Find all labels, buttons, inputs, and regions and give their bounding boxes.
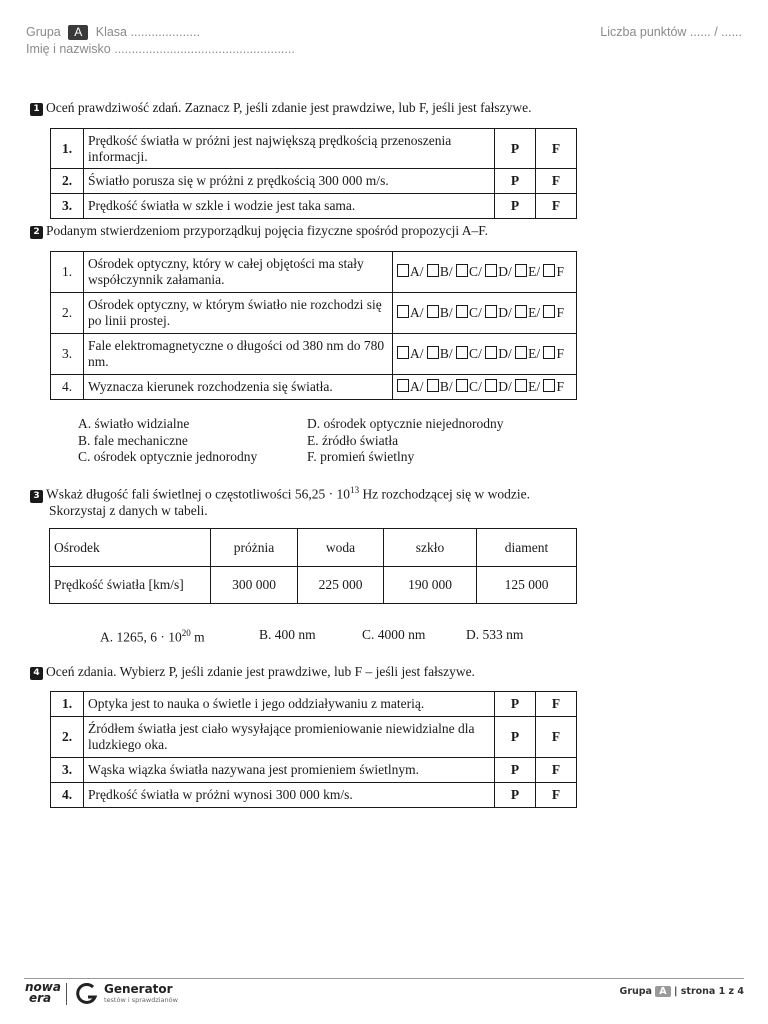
q1-table: [50, 128, 577, 219]
choice-letter: B: [439, 264, 449, 279]
choice-letter: E: [528, 379, 537, 394]
choice-letter: F: [556, 346, 564, 361]
choice-cell[interactable]: A/ B/ C/ D/ E/ F: [393, 375, 577, 400]
q3-title: 3 Wskaż długość fali świetlnej o częstotliwości $56,25 \cdot 10^{13}$ Hz rozchodzącej się w wodzie. Skorzystaj z danych w tabeli.: [30, 482, 530, 519]
generator-title: Generator: [104, 982, 173, 996]
checkbox-c[interactable]: [456, 305, 468, 318]
choice-letter: E: [528, 346, 537, 361]
q4-number: 4: [30, 667, 43, 680]
class-field: Klasa ....................: [95, 25, 200, 39]
f-cell[interactable]: F: [536, 717, 577, 758]
checkbox-a[interactable]: [397, 346, 409, 359]
checkbox-a[interactable]: [397, 379, 409, 392]
table-row: 2. Źródłem światła jest ciało wysyłające promieniowanie niewidzialne dla ludzkiego oka. P F: [51, 717, 577, 758]
choice-letter: D: [498, 264, 508, 279]
p-cell[interactable]: P: [495, 169, 536, 194]
checkbox-f[interactable]: [543, 264, 555, 277]
generator-subtitle: testów i sprawdzianów: [104, 996, 178, 1004]
choice-letter: C: [469, 305, 479, 320]
q3-answer-a[interactable]: A. 1265, $6 \cdot 10^{20}$ m: [100, 628, 205, 645]
p-cell[interactable]: P: [495, 129, 536, 169]
checkbox-b[interactable]: [427, 305, 439, 318]
choice-letter: E: [528, 305, 537, 320]
logo-divider: [66, 983, 67, 1005]
q2-options-right: D. ośrodek optycznie niejednorodny E. źródło światła F. promień świetlny: [307, 416, 504, 464]
table-row: Prędkość światła [km/s] 300 000 225 000 190 000 125 000: [50, 567, 577, 604]
choice-letter: D: [498, 305, 508, 320]
choice-letter: B: [439, 346, 449, 361]
table-row: 3. Fale elektromagnetyczne o długości od 380 nm do 780 nm. A/ B/ C/ D/ E/ F: [51, 334, 577, 375]
q3-answer-b[interactable]: B. 400 nm: [259, 627, 316, 642]
q2-table: [50, 251, 577, 400]
table-row: 1. Ośrodek optyczny, który w całej objętości ma stały współczynnik załamania. A/ B/ C/ D/ E/ F: [51, 252, 577, 293]
table-row: 1. Optyka jest to nauka o świetle i jego oddziaływaniu z materią. P F: [51, 692, 577, 717]
choice-letter: B: [439, 379, 449, 394]
generator-icon: [75, 982, 101, 1006]
p-cell[interactable]: P: [495, 758, 536, 783]
q3-answer-c[interactable]: C. 4000 nm: [362, 627, 426, 642]
q2-number: 2: [30, 226, 43, 239]
choice-letter: B: [439, 305, 449, 320]
checkbox-e[interactable]: [515, 379, 527, 392]
checkbox-d[interactable]: [485, 305, 497, 318]
checkbox-b[interactable]: [427, 379, 439, 392]
footer-group-badge: A: [655, 986, 670, 997]
choice-letter: F: [556, 305, 564, 320]
choice-letter: D: [498, 379, 508, 394]
f-cell[interactable]: F: [536, 692, 577, 717]
table-row: 2. Światło porusza się w próżni z prędkością 300 000 m/s. P F: [51, 169, 577, 194]
choice-letter: A: [410, 264, 420, 279]
checkbox-d[interactable]: [485, 346, 497, 359]
p-cell[interactable]: P: [495, 783, 536, 808]
p-cell[interactable]: P: [495, 692, 536, 717]
generator-logo: [75, 982, 101, 1010]
q3-number: 3: [30, 490, 43, 503]
q4-title: 4 Oceń zdania. Wybierz P, jeśli zdanie jest prawdziwe, lub F – jeśli jest fałszywe.: [30, 664, 475, 680]
name-field: Imię i nazwisko ....................................................: [26, 42, 295, 56]
choice-letter: F: [556, 379, 564, 394]
q3-answer-d[interactable]: D. 533 nm: [466, 627, 524, 642]
q2-title: 2 Podanym stwierdzeniom przyporządkuj pojęcia fizyczne spośród propozycji A–F.: [30, 223, 488, 239]
table-row: 4. Prędkość światła w próżni wynosi 300 000 km/s. P F: [51, 783, 577, 808]
table-row: 2. Ośrodek optyczny, w którym światło nie rozchodzi się po linii prostej. A/ B/ C/ D/ E/ F: [51, 293, 577, 334]
group-label: Grupa: [26, 25, 61, 39]
choice-letter: A: [410, 346, 420, 361]
q2-options-left: A. światło widzialne B. fale mechaniczne C. ośrodek optycznie jednorodny: [78, 416, 258, 464]
choice-cell[interactable]: A/ B/ C/ D/ E/ F: [393, 334, 577, 375]
choice-letter: C: [469, 346, 479, 361]
checkbox-d[interactable]: [485, 379, 497, 392]
checkbox-b[interactable]: [427, 346, 439, 359]
p-cell[interactable]: P: [495, 194, 536, 219]
choice-cell[interactable]: A/ B/ C/ D/ E/ F: [393, 252, 577, 293]
q1-number: 1: [30, 103, 43, 116]
checkbox-d[interactable]: [485, 264, 497, 277]
choice-letter: F: [556, 264, 564, 279]
checkbox-e[interactable]: [515, 305, 527, 318]
choice-letter: C: [469, 379, 479, 394]
f-cell[interactable]: F: [536, 194, 577, 219]
f-cell[interactable]: F: [536, 129, 577, 169]
checkbox-f[interactable]: [543, 305, 555, 318]
footer-divider: [24, 978, 744, 979]
table-row: 4. Wyznacza kierunek rozchodzenia się światła. A/ B/ C/ D/ E/ F: [51, 375, 577, 400]
checkbox-a[interactable]: [397, 264, 409, 277]
table-row: 3. Wąska wiązka światła nazywana jest promieniem świetlnym. P F: [51, 758, 577, 783]
choice-letter: C: [469, 264, 479, 279]
choice-letter: D: [498, 346, 508, 361]
choice-letter: A: [410, 379, 420, 394]
checkbox-e[interactable]: [515, 346, 527, 359]
checkbox-e[interactable]: [515, 264, 527, 277]
q3-table: [49, 528, 577, 604]
header-group: [26, 25, 200, 40]
page-indicator: Grupa A | strona 1 z 4: [619, 986, 744, 997]
checkbox-c[interactable]: [456, 379, 468, 392]
table-row: 1. Prędkość światła w próżni jest największą prędkością przenoszenia informacji. P F: [51, 129, 577, 169]
f-cell[interactable]: F: [536, 783, 577, 808]
checkbox-b[interactable]: [427, 264, 439, 277]
nowa-era-logo: nowa era: [25, 980, 61, 1005]
choice-cell[interactable]: A/ B/ C/ D/ E/ F: [393, 293, 577, 334]
table-row: 3. Prędkość światła w szkle i wodzie jest taka sama. P F: [51, 194, 577, 219]
f-cell[interactable]: F: [536, 169, 577, 194]
q4-table: [50, 691, 577, 808]
checkbox-c[interactable]: [456, 346, 468, 359]
f-cell[interactable]: F: [536, 758, 577, 783]
checkbox-f[interactable]: [543, 346, 555, 359]
choice-letter: A: [410, 305, 420, 320]
checkbox-f[interactable]: [543, 379, 555, 392]
q1-title: 1 Oceń prawdziwość zdań. Zaznacz P, jeśli zdanie jest prawdziwe, lub F, jeśli jest fałszywe.: [30, 100, 532, 116]
table-row: Ośrodek próżnia woda szkło diament: [50, 529, 577, 567]
checkbox-c[interactable]: [456, 264, 468, 277]
points-field: Liczba punktów ...... / ......: [600, 25, 742, 39]
checkbox-a[interactable]: [397, 305, 409, 318]
choice-letter: E: [528, 264, 537, 279]
group-badge: A: [68, 25, 88, 40]
p-cell[interactable]: P: [495, 717, 536, 758]
